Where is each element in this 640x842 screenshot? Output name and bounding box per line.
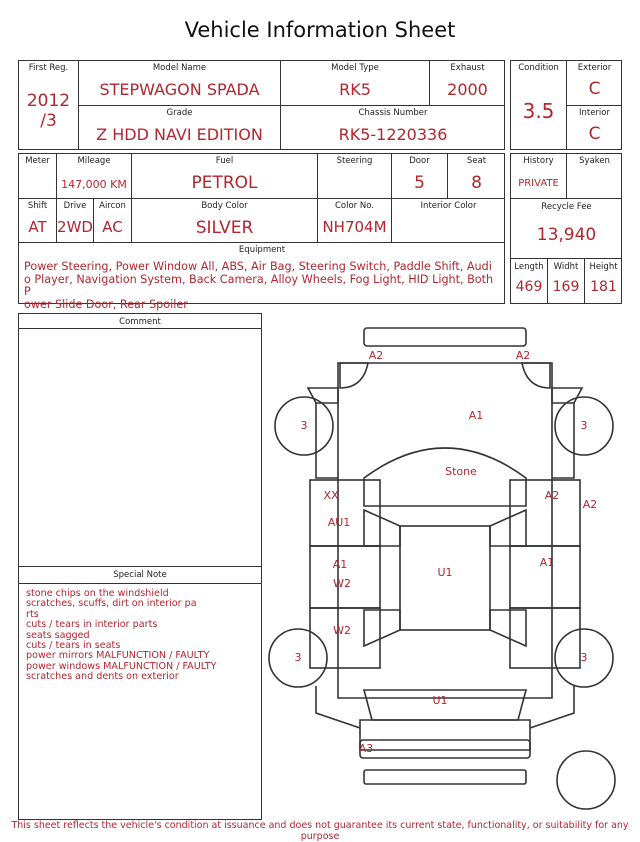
mileage-value: 147,000 KM <box>61 178 127 191</box>
history-label: History <box>523 156 554 166</box>
body-color-value: SILVER <box>195 218 254 238</box>
special-note-item: cuts / tears in seats <box>26 640 121 652</box>
recycle-fee-cell <box>511 199 622 259</box>
width-cell <box>548 259 585 304</box>
right-window-rear <box>490 610 526 646</box>
special-note-item: scratches, scuffs, dirt on interior pa <box>26 598 197 610</box>
drive-cell <box>57 199 94 243</box>
interior-cell <box>567 106 622 150</box>
model-name-value: STEPWAGON SPADA <box>99 80 260 99</box>
mark-rear-glass: U1 <box>432 694 448 707</box>
mark-front-bumper-left: A2 <box>368 349 384 362</box>
equipment-cell <box>19 243 505 311</box>
right-mirror <box>552 388 582 403</box>
exhaust-label: Exhaust <box>450 63 485 73</box>
mark-windshield: Stone <box>445 465 477 478</box>
aircon-cell <box>94 199 132 243</box>
height-cell <box>585 259 622 304</box>
model-type-cell <box>281 61 430 106</box>
interior-color-label: Interior Color <box>420 201 477 211</box>
length-label: Length <box>514 262 544 272</box>
seat-cell <box>448 154 505 199</box>
shift-label: Shift <box>27 201 48 211</box>
equipment-label: Equipment <box>238 245 286 255</box>
fuel-value: PETROL <box>191 173 258 193</box>
rear-bumper <box>360 740 530 758</box>
height-label: Height <box>589 262 618 272</box>
interior-color-cell <box>392 199 505 243</box>
steering-cell <box>318 154 392 199</box>
first-reg-month: /3 <box>40 111 57 131</box>
aircon-label: Aircon <box>99 201 126 211</box>
length-cell <box>511 259 548 304</box>
right-rear-panel <box>510 608 580 668</box>
rear-bumper-lower <box>364 770 526 784</box>
special-note-item: power windows MALFUNCTION / FAULTY <box>26 660 217 672</box>
mark-wheel-rl: 3 <box>294 651 302 664</box>
car-damage-diagram <box>268 318 628 818</box>
right-fender-outline <box>552 403 574 478</box>
first-reg-cell <box>19 61 79 150</box>
drive-value: 2WD <box>57 218 93 236</box>
first-reg-year: 2012 <box>26 91 71 111</box>
page-title: Vehicle Information Sheet <box>184 18 456 42</box>
door-cell <box>392 154 448 199</box>
recycle-fee-value: 13,940 <box>536 225 597 245</box>
condition-cell <box>511 61 567 150</box>
color-no-label: Color No. <box>334 201 374 211</box>
mark-left-fender: XX <box>323 489 339 502</box>
history-value: PRIVATE <box>518 178 559 189</box>
mark-wheel-fr: 3 <box>580 419 588 432</box>
special-note-item: seats sagged <box>26 629 90 641</box>
mark-left-front-door-b: A1 <box>332 558 348 571</box>
front-right-light <box>522 363 550 388</box>
door-value: 5 <box>414 173 425 193</box>
chassis-label: Chassis Number <box>358 108 428 118</box>
comment-box <box>18 313 262 820</box>
fuel-label: Fuel <box>215 156 234 166</box>
special-note-item: power mirrors MALFUNCTION / FAULTY <box>26 650 210 662</box>
mark-front-bumper-right: A2 <box>515 349 531 362</box>
history-cell <box>511 154 567 199</box>
left-window-front <box>364 510 400 546</box>
seat-label: Seat <box>466 156 487 166</box>
condition-value: 3.5 <box>522 99 555 123</box>
mark-wheel-fl: 3 <box>300 419 308 432</box>
model-type-label: Model Type <box>331 63 379 73</box>
comment-divider <box>19 328 261 329</box>
special-note-item: stone chips on the windshield <box>26 588 169 599</box>
mark-roof: U1 <box>437 566 453 579</box>
special-note-item: rts <box>26 608 39 620</box>
height-value: 181 <box>590 279 617 295</box>
special-note-divider <box>19 583 261 584</box>
color-no-cell <box>318 199 392 243</box>
mark-rear-bumper: A3 <box>358 742 374 755</box>
shift-value: AT <box>28 218 47 236</box>
interior-value: C <box>588 124 601 144</box>
syaken-label: Syaken <box>579 156 610 166</box>
equipment-line: o Player, Navigation System, Back Camera, Alloy Wheels, Fog Light, HID Light, Both P <box>24 272 494 298</box>
history-box <box>510 153 622 304</box>
condition-box <box>510 60 622 150</box>
left-rear-panel <box>310 608 380 668</box>
mark-wheel-rr: 3 <box>580 651 588 664</box>
seat-value: 8 <box>471 173 482 193</box>
drive-label: Drive <box>63 201 87 211</box>
tailgate <box>360 720 530 750</box>
special-note-item: cuts / tears in interior parts <box>26 619 158 631</box>
chassis-value: RK5-1220336 <box>338 125 448 144</box>
mark-right-rear-door: A1 <box>539 556 555 569</box>
grade-label: Grade <box>166 108 193 118</box>
disclaimer-footer: This sheet reflects the vehicle's condition at issuance and does not guarantee its current state, functionality, or suitability for any purpose <box>11 820 629 842</box>
special-note-list <box>26 589 256 683</box>
mark-right-front-door: A2 <box>544 489 560 502</box>
exterior-label: Exterior <box>577 63 612 73</box>
mark-left-rear-door: W2 <box>333 577 351 590</box>
mileage-cell <box>57 154 132 199</box>
color-no-value: NH704M <box>322 218 387 236</box>
aircon-value: AC <box>102 218 123 236</box>
mark-right-fender: A2 <box>582 498 598 511</box>
chassis-cell <box>281 106 505 150</box>
spare-wheel <box>557 751 615 809</box>
mark-left-front-door-a: AU1 <box>327 516 351 529</box>
mark-hood: A1 <box>468 409 484 422</box>
shift-cell <box>19 199 57 243</box>
width-label: Widht <box>553 262 579 272</box>
model-name-cell <box>79 61 281 106</box>
left-window-rear <box>364 610 400 646</box>
condition-label: Condition <box>518 63 559 73</box>
special-note-label: Special Note <box>113 570 167 580</box>
first-reg-label: First Reg. <box>28 63 69 73</box>
body-color-cell <box>132 199 318 243</box>
recycle-fee-label: Recycle Fee <box>541 202 592 212</box>
length-value: 469 <box>515 279 543 295</box>
special-note-divider-top <box>19 566 261 567</box>
exterior-cell <box>567 61 622 106</box>
meter-label: Meter <box>25 156 50 166</box>
exterior-value: C <box>588 79 601 99</box>
body-color-label: Body Color <box>201 201 248 211</box>
special-note-item: scratches and dents on exterior <box>26 671 179 683</box>
syaken-cell <box>567 154 622 199</box>
grade-value: Z HDD NAVI EDITION <box>96 125 263 144</box>
specs-box <box>18 153 505 311</box>
equipment-line: ower Slide Door, Rear Spoiler <box>24 297 188 311</box>
width-value: 169 <box>552 279 580 295</box>
exhaust-cell <box>430 61 505 106</box>
front-left-light <box>340 363 368 388</box>
steering-label: Steering <box>336 156 373 166</box>
model-type-value: RK5 <box>339 80 371 99</box>
equipment-text <box>24 261 502 311</box>
model-name-label: Model Name <box>152 63 207 73</box>
mark-left-rear-panel: W2 <box>333 624 351 637</box>
fuel-cell <box>132 154 318 199</box>
comment-label: Comment <box>119 317 161 327</box>
exhaust-value: 2000 <box>447 80 488 99</box>
left-mirror <box>308 388 338 403</box>
right-window-front <box>490 510 526 546</box>
equipment-line: Power Steering, Power Window All, ABS, Air Bag, Steering Switch, Paddle Shift, Audi <box>24 260 492 273</box>
front-bumper <box>364 328 526 346</box>
car-body-outline <box>338 363 552 698</box>
mileage-label: Mileage <box>77 156 111 166</box>
meter-cell <box>19 154 57 199</box>
interior-label: Interior <box>578 108 610 118</box>
grade-cell <box>79 106 281 150</box>
left-fender-outline <box>316 403 338 478</box>
vehicle-info-box <box>18 60 505 150</box>
door-label: Door <box>409 156 430 166</box>
